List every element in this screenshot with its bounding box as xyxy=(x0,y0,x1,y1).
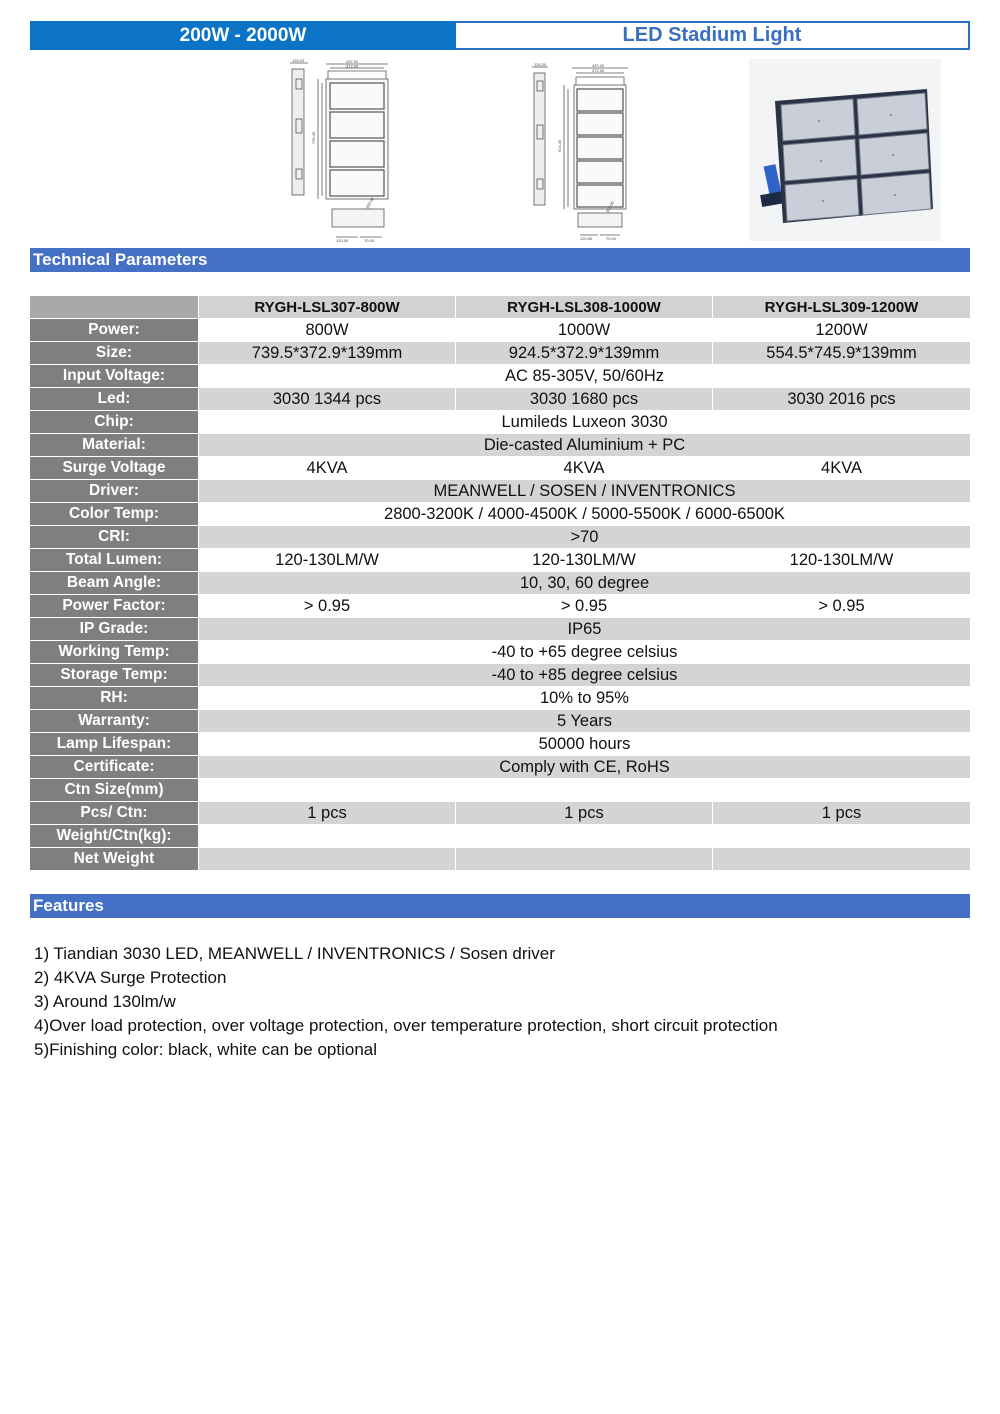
row-value-merged: Die-casted Aluminium + PC xyxy=(199,434,971,457)
row-value-merged: 10% to 95% xyxy=(199,687,971,710)
table-corner-cell xyxy=(30,296,199,319)
table-row xyxy=(30,526,971,549)
table-row xyxy=(30,365,971,388)
row-value: 4KVA xyxy=(456,457,713,480)
row-label: Input Voltage: xyxy=(30,365,199,388)
row-value xyxy=(199,825,456,848)
drawing-dim-label: 437.00 xyxy=(592,63,605,68)
row-value-merged: 10, 30, 60 degree xyxy=(199,572,971,595)
table-row xyxy=(30,756,971,779)
row-label: Storage Temp: xyxy=(30,664,199,687)
product-photo xyxy=(749,59,941,241)
row-value xyxy=(199,779,456,802)
row-value: 120-130LM/W xyxy=(199,549,456,572)
drawing-dim-label: 262.00 xyxy=(364,196,375,210)
drawing-dim-label: 372.90 xyxy=(346,63,359,69)
row-value xyxy=(456,848,713,871)
features-heading: Features xyxy=(30,894,970,918)
row-value: 3030 2016 pcs xyxy=(713,388,971,411)
list-item: 1) Tiandian 3030 LED, MEANWELL / INVENTRONICS / Sosen driver xyxy=(34,944,555,963)
row-value: 554.5*745.9*139mm xyxy=(713,342,971,365)
row-value: 120-130LM/W xyxy=(456,549,713,572)
list-item: 2) 4KVA Surge Protection xyxy=(34,968,227,987)
row-value xyxy=(456,825,713,848)
table-row xyxy=(30,388,971,411)
drawing-dim-label: 139.20 xyxy=(534,63,547,67)
model-header: RYGH-LSL307-800W xyxy=(199,296,456,319)
table-row xyxy=(30,549,971,572)
table-row xyxy=(30,618,971,641)
row-label: Material: xyxy=(30,434,199,457)
row-value: > 0.95 xyxy=(713,595,971,618)
row-label: Led: xyxy=(30,388,199,411)
row-label: Color Temp: xyxy=(30,503,199,526)
drawing-dim-label: 70.00 xyxy=(606,236,617,241)
row-value: 800W xyxy=(199,319,456,342)
table-row xyxy=(30,710,971,733)
row-value xyxy=(713,779,971,802)
row-value: 4KVA xyxy=(713,457,971,480)
row-label: Power Factor: xyxy=(30,595,199,618)
row-value-merged: -40 to +85 degree celsius xyxy=(199,664,971,687)
row-label: Warranty: xyxy=(30,710,199,733)
row-value: 3030 1344 pcs xyxy=(199,388,456,411)
table-row xyxy=(30,342,971,365)
drawing-dim-label: 372.90 xyxy=(592,68,605,73)
row-value: 739.5*372.9*139mm xyxy=(199,342,456,365)
row-value xyxy=(199,848,456,871)
table-row xyxy=(30,779,971,802)
row-value: 1200W xyxy=(713,319,971,342)
row-value-merged: >70 xyxy=(199,526,971,549)
row-label: RH: xyxy=(30,687,199,710)
product-name-title: LED Stadium Light xyxy=(456,21,970,50)
table-row xyxy=(30,802,971,825)
row-label: Certificate: xyxy=(30,756,199,779)
row-value: 3030 1680 pcs xyxy=(456,388,713,411)
table-row xyxy=(30,411,971,434)
drawing-dim-label: 139.20 xyxy=(292,59,305,63)
table-row xyxy=(30,434,971,457)
technical-drawing-800w xyxy=(288,59,400,243)
row-value-merged: MEANWELL / SOSEN / INVENTRONICS xyxy=(199,480,971,503)
row-value-merged: Comply with CE, RoHS xyxy=(199,756,971,779)
row-value: 924.5*372.9*139mm xyxy=(456,342,713,365)
drawing-dim-label: 70.00 xyxy=(364,238,375,243)
list-item: 3) Around 130lm/w xyxy=(34,992,176,1011)
technical-parameters-heading: Technical Parameters xyxy=(30,248,970,272)
table-row xyxy=(30,457,971,480)
table-row xyxy=(30,848,971,871)
row-label: Beam Angle: xyxy=(30,572,199,595)
list-item: 5)Finishing color: black, white can be optional xyxy=(34,1040,378,1059)
row-label: Surge Voltage xyxy=(30,457,199,480)
row-value-merged: IP65 xyxy=(199,618,971,641)
table-row xyxy=(30,480,971,503)
model-header: RYGH-LSL309-1200W xyxy=(713,296,971,319)
row-value: 1000W xyxy=(456,319,713,342)
row-label: Pcs/ Ctn: xyxy=(30,802,199,825)
table-row xyxy=(30,595,971,618)
row-value-merged: -40 to +65 degree celsius xyxy=(199,641,971,664)
drawing-dim-label: 120.00 xyxy=(336,238,349,243)
row-value-merged: 50000 hours xyxy=(199,733,971,756)
drawing-dim-label: 739.45 xyxy=(311,131,316,144)
features-list xyxy=(34,942,778,1062)
list-item: 4)Over load protection, over voltage protection, over temperature protection, short circuit protection xyxy=(34,1016,778,1035)
row-value xyxy=(456,779,713,802)
row-value: 1 pcs xyxy=(199,802,456,825)
row-value: 1 pcs xyxy=(456,802,713,825)
technical-drawing-1000w xyxy=(530,63,634,241)
row-value-merged: Lumileds Luxeon 3030 xyxy=(199,411,971,434)
table-row xyxy=(30,687,971,710)
power-range-title: 200W - 2000W xyxy=(30,21,456,50)
row-label: Ctn Size(mm) xyxy=(30,779,199,802)
row-label: IP Grade: xyxy=(30,618,199,641)
row-label: Driver: xyxy=(30,480,199,503)
row-label: Weight/Ctn(kg): xyxy=(30,825,199,848)
row-value xyxy=(713,825,971,848)
row-value: > 0.95 xyxy=(456,595,713,618)
drawing-dim-label: 120.00 xyxy=(580,236,593,241)
row-label: Size: xyxy=(30,342,199,365)
table-row xyxy=(30,572,971,595)
table-row xyxy=(30,664,971,687)
row-value: 1 pcs xyxy=(713,802,971,825)
table-row xyxy=(30,319,971,342)
row-label: Chip: xyxy=(30,411,199,434)
row-label: Net Weight xyxy=(30,848,199,871)
spec-table-body xyxy=(30,319,971,871)
drawing-dim-label: 262.00 xyxy=(604,200,615,214)
row-value xyxy=(713,848,971,871)
row-label: Power: xyxy=(30,319,199,342)
row-value-merged: AC 85-305V, 50/60Hz xyxy=(199,365,971,388)
row-label: Total Lumen: xyxy=(30,549,199,572)
drawing-dim-label: 437.00 xyxy=(346,59,359,64)
table-row xyxy=(30,825,971,848)
row-label: Working Temp: xyxy=(30,641,199,664)
table-header-row xyxy=(30,296,971,319)
table-row xyxy=(30,733,971,756)
spec-table xyxy=(30,296,971,871)
row-value: 4KVA xyxy=(199,457,456,480)
row-value-merged: 2800-3200K / 4000-4500K / 5000-5500K / 6000-6500K xyxy=(199,503,971,526)
row-value: > 0.95 xyxy=(199,595,456,618)
table-row xyxy=(30,641,971,664)
row-value: 120-130LM/W xyxy=(713,549,971,572)
table-row xyxy=(30,503,971,526)
row-label: CRI: xyxy=(30,526,199,549)
row-value-merged: 5 Years xyxy=(199,710,971,733)
header-bar xyxy=(30,21,970,50)
model-header: RYGH-LSL308-1000W xyxy=(456,296,713,319)
drawing-dim-label: 924.45 xyxy=(557,139,562,152)
row-label: Lamp Lifespan: xyxy=(30,733,199,756)
